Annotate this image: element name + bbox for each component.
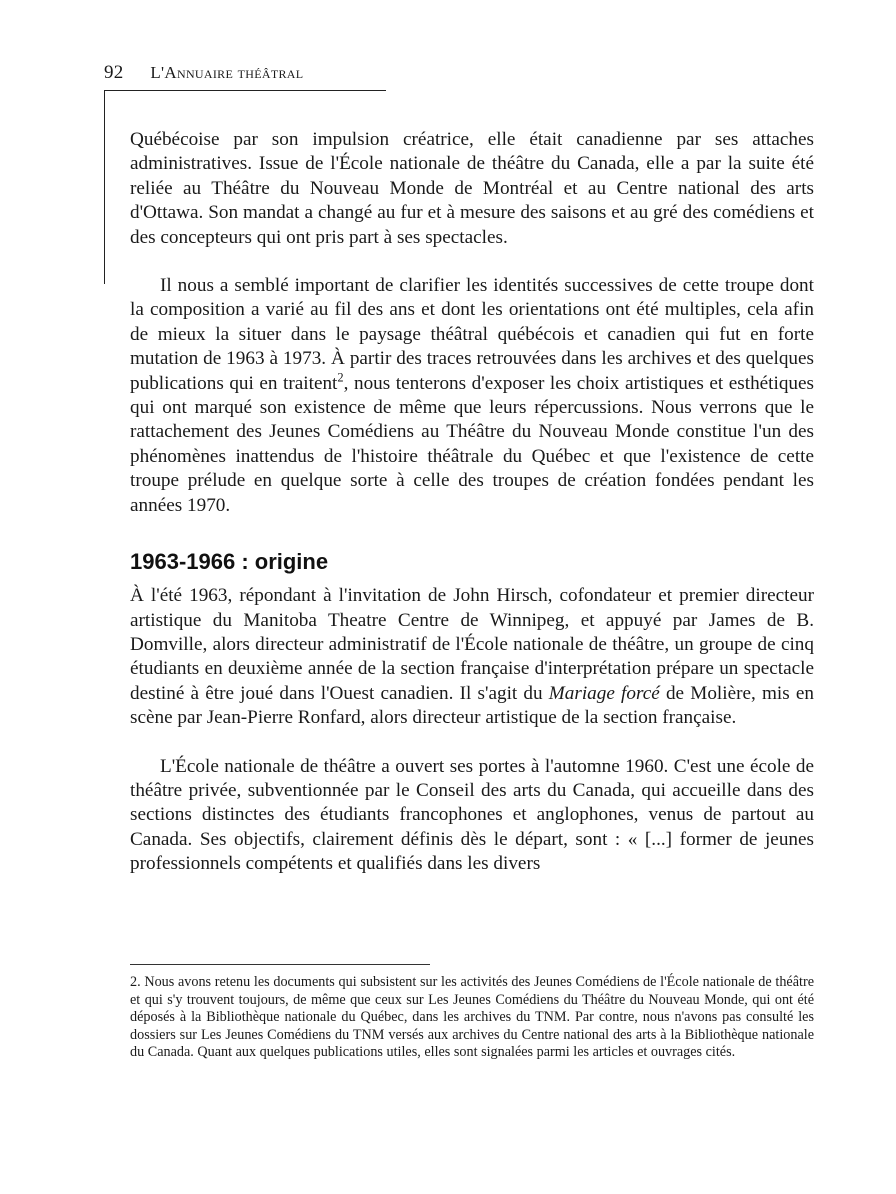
paragraph (130, 274, 814, 518)
running-title: L'Annuaire théâtral (150, 63, 304, 82)
footnote-ref: 2 (337, 370, 344, 385)
main-text (130, 128, 814, 877)
header-rule (104, 90, 386, 91)
paragraph-text: de Molière, mis en scène par Jean-Pierre Ronfard, alors directeur artistique de la section française. (130, 682, 814, 729)
margin-rule (104, 90, 105, 284)
paragraph-text: À l'été 1963, répondant à l'invitation de John Hirsch, cofondateur et premier directeur artistique du Manitoba Theatre Centre de Winnipeg, et appuyé par James de B. Domville, alors directeur administratif de l'École nationale de théâtre, un groupe de cinq étudiants en deuxième année de la section française d'interprétation prépare un spectacle destiné à être joué dans l'Ouest canadien. Il s'agit du (130, 585, 814, 704)
paragraph (130, 584, 814, 730)
footnote (130, 974, 814, 1062)
footnote-text: 2. Nous avons retenu les documents qui subsistent sur les activités des Jeunes Comédiens de l'École nationale de théâtre et qui s'y trouvent toujours, de même que ceux sur Les Jeunes Comédiens du Théâtre du Nouveau Monde, qui ont été déposés à la Bibliothèque nationale du Québec, dans les archives du TNM. Par contre, nous n'avons pas consulté les dossiers sur Les Jeunes Comédiens du TNM versés aux archives du Centre national des arts à la Bibliothèque nationale du Canada. Quant aux quelques publications utiles, elles sont signalées parmi les articles et ouvrages cités. (130, 974, 814, 1061)
running-header (104, 62, 303, 84)
section-heading: 1963-1966 : origine (130, 549, 329, 575)
footnote-rule (130, 964, 430, 965)
work-title: Mariage forcé (548, 682, 660, 704)
page-number: 92 (104, 62, 124, 83)
paragraph-text: Il nous a semblé important de clarifier les identités successives de cette troupe dont la composition a varié au fil des ans et dont les orientations ont été multiples, cela afin de mieux la situer dans le paysage théâtral québécois et canadien qui fut en forte mutation de 1963 à 1973. À partir des traces retrouvées dans les archives et des quelques publications qui en traitent (130, 275, 814, 394)
paragraph-text: , nous tenterons d'exposer les choix artistiques et esthétiques qui ont marqué son existence de même que leurs répercussions. Nous verrons que le rattachement des Jeunes Comédiens au Théâtre du Nouveau Monde constitue l'un des phénomènes inattendus de l'histoire théâtrale du Québec et que l'existence de cette troupe prélude en quelque sorte à celle des troupes de création fondées pendant les années 1970. (130, 372, 815, 516)
paragraph: Québécoise par son impulsion créatrice, elle était canadienne par ses attaches administratives. Issue de l'École nationale de théâtre du Canada, elle a par la suite été reliée au Théâtre du Nouveau Monde de Montréal et au Centre national des arts d'Ottawa. Son mandat a changé au fur et à mesure des saisons et au gré des comédiens et des concepteurs qui ont pris part à ses spectacles. (130, 129, 814, 248)
paragraph: L'École nationale de théâtre a ouvert ses portes à l'automne 1960. C'est une école de théâtre privée, subventionnée par le Conseil des arts du Canada, qui accueille dans des sections distinctes des étudiants francophones et anglophones, venus de partout au Canada. Ses objectifs, clairement définis dès le départ, sont : « [...] former de jeunes professionnels compétents et qualifiés dans les divers (130, 755, 814, 875)
